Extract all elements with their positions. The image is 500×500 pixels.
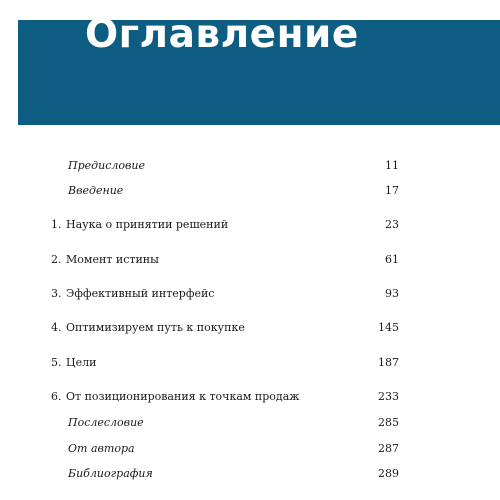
toc-entry-chapter-2[interactable] [0,253,500,271]
toc-entry-number: 1. [51,218,62,231]
toc-entry-number: 2. [51,253,62,266]
toc-entry-label: От позиционирования к точкам продаж [66,390,300,403]
toc-entry-number: 4. [51,321,62,334]
toc-entry-label: Эффективный интерфейс [66,287,215,300]
toc-entry-page: 61 [385,253,399,266]
toc-entry-page: 187 [378,356,399,369]
toc-entry-label: Библиография [68,467,153,480]
toc-entry-from-author[interactable] [0,442,500,460]
toc-entry-label: Момент истины [66,253,159,266]
toc-entry-preface[interactable] [0,159,500,177]
toc-entry-chapter-5[interactable] [0,356,500,374]
toc-entry-page: 23 [385,218,399,231]
toc-entry-page: 285 [378,416,399,429]
toc-entry-introduction[interactable] [0,184,500,202]
toc-entry-chapter-3[interactable] [0,287,500,305]
toc-entry-label: Введение [68,184,124,197]
toc-entry-label: Послесловие [68,416,144,429]
toc-entry-chapter-6[interactable] [0,390,500,408]
toc-entry-label: Оптимизируем путь к покупке [66,321,245,334]
toc-entry-label: От автора [68,442,135,455]
page-title: Оглавление [85,12,359,57]
toc-entry-page: 289 [378,467,399,480]
toc-entry-afterword[interactable] [0,416,500,434]
toc-entry-number: 5. [51,356,62,369]
toc-entry-label: Наука о принятии решений [66,218,229,231]
toc-entry-chapter-1[interactable] [0,218,500,236]
toc-entry-label: Предисловие [68,159,145,172]
toc-entry-number: 3. [51,287,62,300]
toc-entry-chapter-4[interactable] [0,321,500,339]
toc-entry-page: 11 [385,159,399,172]
toc-entry-page: 287 [378,442,399,455]
toc-entry-label: Цели [66,356,97,369]
toc-entry-page: 145 [378,321,399,334]
toc-entry-page: 17 [385,184,399,197]
toc-entry-page: 93 [385,287,399,300]
toc-entry-bibliography[interactable] [0,467,500,485]
toc-entry-page: 233 [378,390,399,403]
toc-entry-number: 6. [51,390,62,403]
